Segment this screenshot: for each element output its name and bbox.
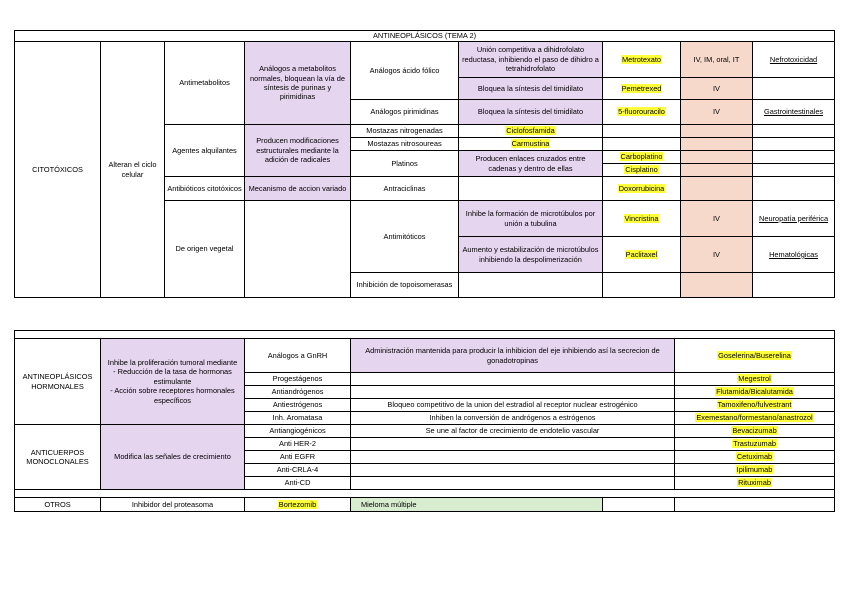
class-platinos: Platinos xyxy=(351,151,459,177)
subgroup-alquilantes: Agentes alquilantes xyxy=(165,125,245,177)
fu-toxicidad: Gastrointestinales xyxy=(763,107,824,117)
gnrh-desc: Administración mantenida para producir la inhibicion del eje inhibiendo así la secrecion de gonadotropinas xyxy=(351,339,675,373)
drug-doxorrubicina: Doxorrubicina xyxy=(618,183,665,193)
class-anti-egfr: Anti EGFR xyxy=(245,451,351,464)
platinos-desc: Producen enlaces cruzados entre cadenas y dentro de ellas xyxy=(459,151,603,177)
class-anti-her2: Anti HER-2 xyxy=(245,438,351,451)
subgroup-vegetal: De origen vegetal xyxy=(165,201,245,298)
class-acido-folico: Análogos ácido fólico xyxy=(351,42,459,100)
class-antimitoticos: Antimitóticos xyxy=(351,201,459,273)
pem-desc: Bloquea la síntesis del timidilato xyxy=(459,78,603,100)
bortezomib-indicacion: Mieloma múltiple xyxy=(351,498,603,512)
class-anti-ctla4: Anti-CRLA-4 xyxy=(245,464,351,477)
drug-cell xyxy=(603,100,681,125)
drug-cell xyxy=(603,177,681,201)
drug-cetuximab: Cetuximab xyxy=(736,452,773,462)
group-label-otros: OTROS xyxy=(15,498,101,512)
paclitaxel-toxicidad: Hematológicas xyxy=(769,249,818,259)
drug-metotrexato: Metrotexato xyxy=(621,54,662,64)
drug-cisplatino: Cisplatino xyxy=(625,165,658,175)
vincristina-desc: Inhibe la formación de microtúbulos por unión a tubulina xyxy=(459,201,603,237)
vincristina-via: IV xyxy=(681,201,753,237)
pem-via: IV xyxy=(681,78,753,100)
tox-cell xyxy=(753,100,835,125)
drug-exemestano: Exemestano/formestano/anastrozol xyxy=(696,413,813,423)
citotoxicos-mecanismo: Alteran el ciclo celular xyxy=(101,42,165,298)
citotoxicos-table xyxy=(14,30,835,298)
drug-cell xyxy=(603,42,681,78)
paclitaxel-desc: Aumento y estabilización de microtúbulos inhibiendo la despolimerización xyxy=(459,237,603,273)
antiangiogenicos-desc: Se une al factor de crecimiento de endotelio vascular xyxy=(351,425,675,438)
fu-via: IV xyxy=(681,100,753,125)
drug-flutamida: Flutamida/Bicalutamida xyxy=(716,387,793,397)
drug-vincristina: Vincristina xyxy=(624,213,659,223)
hormonales-desc-1: - Reducción de la tasa de hormonas estimulante xyxy=(113,367,232,386)
class-gnrh: Análogos a GnRH xyxy=(245,339,351,373)
antiestrogenos-desc: Bloqueo competitivo de la union del estradiol al receptor nuclear estrogénico xyxy=(351,399,675,412)
hormonales-desc-main: Inhibe la proliferación tumoral mediante xyxy=(107,357,238,367)
subgroup-antibioticos: Antibióticos citotóxicos xyxy=(165,177,245,201)
class-antraciclinas: Antraciclinas xyxy=(351,177,459,201)
drug-carmustina: Carmustina xyxy=(511,139,550,149)
drug-bevacizumab: Bevacizumab xyxy=(732,426,777,436)
group-label-citotoxicos: CITOTÓXICOS xyxy=(15,42,101,298)
drug-cell xyxy=(245,498,351,512)
drug-cell xyxy=(675,373,835,386)
drug-cell xyxy=(675,477,835,490)
fu-desc: Bloquea la síntesis del timidilato xyxy=(459,100,603,125)
drug-cell xyxy=(675,438,835,451)
alquilantes-desc: Producen modificaciones estructurales mediante la adición de radicales xyxy=(245,125,351,177)
drug-cell xyxy=(603,151,681,164)
drug-cell xyxy=(675,464,835,477)
drug-trastuzumab: Trastuzumab xyxy=(733,439,776,449)
class-topoisomerasas: Inhibición de topoisomerasas xyxy=(351,273,459,298)
antimetabolitos-desc: Análogos a metabolitos normales, bloquean la vía de síntesis de purinas y pirimidinas xyxy=(245,42,351,125)
group-label-hormonales: ANTINEOPLÁSICOS HORMONALES xyxy=(15,339,101,425)
drug-cell xyxy=(675,412,835,425)
paclitaxel-via: IV xyxy=(681,237,753,273)
drug-ipilimumab: Ipilimumab xyxy=(736,465,773,475)
drug-paclitaxel: Paclitaxel xyxy=(625,249,658,259)
drug-cell xyxy=(675,386,835,399)
drug-cell xyxy=(675,339,835,373)
drug-cell xyxy=(675,451,835,464)
tox-cell xyxy=(753,201,835,237)
vincristina-toxicidad: Neuropatía periférica xyxy=(759,213,829,223)
drug-goserelina: Goselerina/Buserelina xyxy=(718,350,791,360)
tox-cell xyxy=(753,42,835,78)
drug-5-fluorouracilo: 5-fluorouracilo xyxy=(618,107,665,117)
page-title: ANTINEOPLÁSICOS (TEMA 2) xyxy=(15,31,835,42)
drug-pemetrexed: Pemetrexed xyxy=(621,83,662,93)
drug-cell xyxy=(603,201,681,237)
drug-rituximab: Rituximab xyxy=(738,478,771,488)
hormonales-desc xyxy=(101,339,245,425)
drug-cell xyxy=(603,164,681,177)
class-nitrosoureas: Mostazas nitrosoureas xyxy=(351,138,459,151)
class-antiandrogenos: Antiandrógenos xyxy=(245,386,351,399)
drug-cell xyxy=(675,425,835,438)
aromatasa-desc: Inhiben la conversión de andrógenos a estrógenos xyxy=(351,412,675,425)
class-mostazas-nitrogenadas: Mostazas nitrogenadas xyxy=(351,125,459,138)
subgroup-antimetabolitos: Antimetabolitos xyxy=(165,42,245,125)
mtx-desc: Unión competitiva a dihidrofolato reductasa, inhibiendo el paso de dihidro a tetrahidrofolato xyxy=(459,42,603,78)
anticuerpos-desc: Modifica las señales de crecimiento xyxy=(101,425,245,490)
group-label-anticuerpos: ANTICUERPOS MONOCLONALES xyxy=(15,425,101,490)
class-aromatasa: Inh. Aromatasa xyxy=(245,412,351,425)
class-progestagenos: Progestágenos xyxy=(245,373,351,386)
drug-cell xyxy=(603,78,681,100)
hormonales-desc-2: - Acción sobre receptores hormonales específicos xyxy=(110,386,235,405)
drug-ciclofosfamida: Ciclofosfamida xyxy=(506,126,555,136)
otros-grupos-table xyxy=(14,330,835,512)
tox-cell xyxy=(753,78,835,100)
drug-cell xyxy=(459,138,603,151)
antibioticos-desc: Mecanismo de accion variado xyxy=(245,177,351,201)
otros-desc: Inhibidor del proteasoma xyxy=(101,498,245,512)
drug-cell xyxy=(675,399,835,412)
drug-bortezomib: Bortezomib xyxy=(278,499,317,509)
mtx-via: IV, IM, oral, IT xyxy=(681,42,753,78)
class-pirimidinas: Análogos pirimidinas xyxy=(351,100,459,125)
drug-carboplatino: Carboplatino xyxy=(620,152,663,162)
class-antiestrogenos: Antiestrógenos xyxy=(245,399,351,412)
drug-cell xyxy=(603,237,681,273)
drug-megestrol: Megestrol xyxy=(738,374,771,384)
class-anti-cd: Anti-CD xyxy=(245,477,351,490)
drug-cell xyxy=(459,125,603,138)
tox-cell xyxy=(753,237,835,273)
mtx-toxicidad: Nefrotoxicidad xyxy=(769,54,818,64)
drug-tamoxifeno: Tamoxifeno/fulvestrant xyxy=(717,400,792,410)
class-antiangiogenicos: Antiangiogénicos xyxy=(245,425,351,438)
